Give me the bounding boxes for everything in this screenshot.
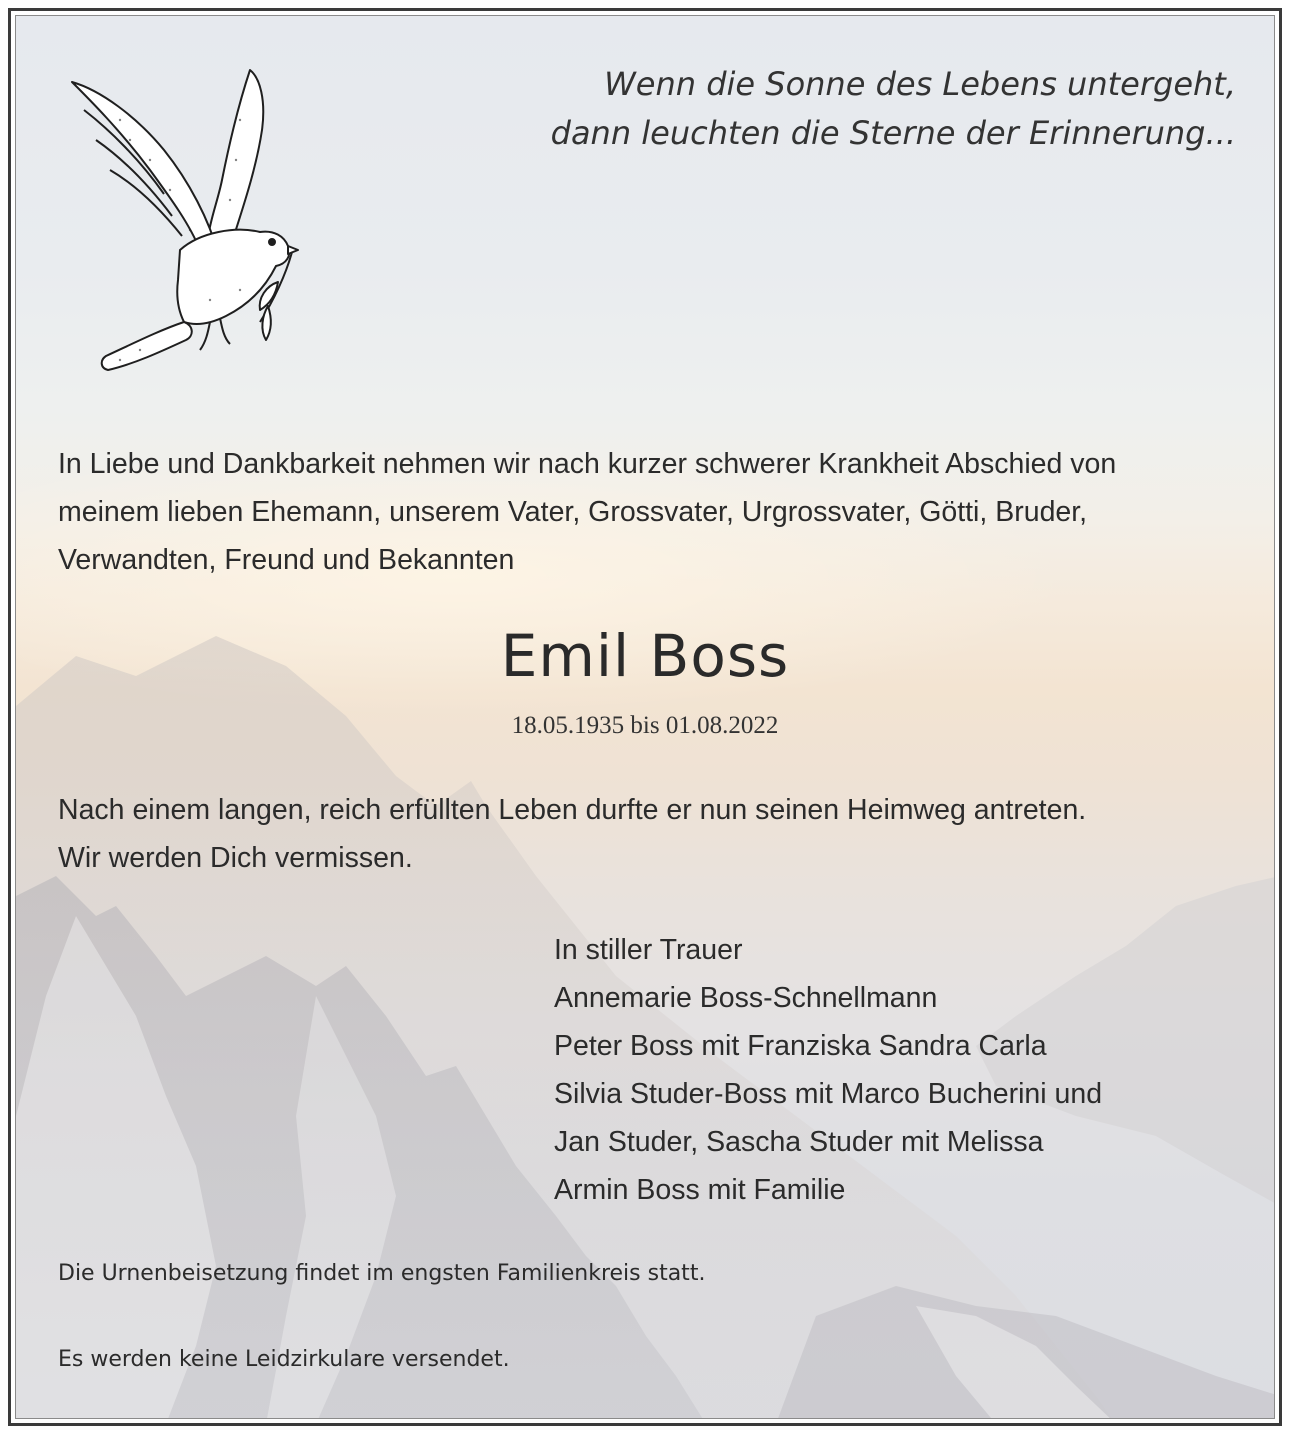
mourners-list (554, 926, 1102, 1214)
life-dates: 18.05.1935 bis 01.08.2022 (511, 712, 779, 739)
closing-line: Wir werden Dich vermissen. (58, 842, 413, 874)
intro-line: meinem lieben Ehemann, unserem Vater, Grossvater, Urgrossvater, Götti, Bruder, (58, 496, 1088, 528)
intro-line: Verwandten, Freund und Bekannten (58, 544, 515, 576)
closing-line: Nach einem langen, reich erfüllten Leben durfte er nun seinen Heimweg antreten. (58, 794, 1087, 826)
quote-line: Wenn die Sonne des Lebens untergeht, (604, 65, 1236, 103)
mourners-heading: In stiller Trauer (554, 934, 743, 966)
closing-paragraph (58, 786, 1238, 882)
quote-line: dann leuchten die Sterne der Erinnerung... (550, 114, 1236, 152)
burial-note: Die Urnenbeisetzung findet im engsten Familienkreis statt. (58, 1261, 706, 1286)
mourner-name: Peter Boss mit Franziska Sandra Carla (554, 1030, 1047, 1062)
intro-line: In Liebe und Dankbarkeit nehmen wir nach kurzer schwerer Krankheit Abschied von (58, 448, 1117, 480)
mourner-name: Armin Boss mit Familie (554, 1174, 846, 1206)
notice-panel (15, 15, 1275, 1419)
circulars-note: Es werden keine Leidzirkulare versendet. (58, 1347, 510, 1372)
mourner-name: Silvia Studer-Boss mit Marco Bucherini und (554, 1078, 1103, 1110)
notice-frame (8, 8, 1282, 1426)
mourner-name: Annemarie Boss-Schnellmann (554, 982, 938, 1014)
dove-with-olive-branch-icon (60, 60, 300, 380)
intro-paragraph (58, 440, 1238, 584)
memorial-quote (551, 60, 1236, 158)
deceased-name: Emil Boss (500, 622, 790, 690)
mourner-name: Jan Studer, Sascha Studer mit Melissa (554, 1126, 1044, 1158)
